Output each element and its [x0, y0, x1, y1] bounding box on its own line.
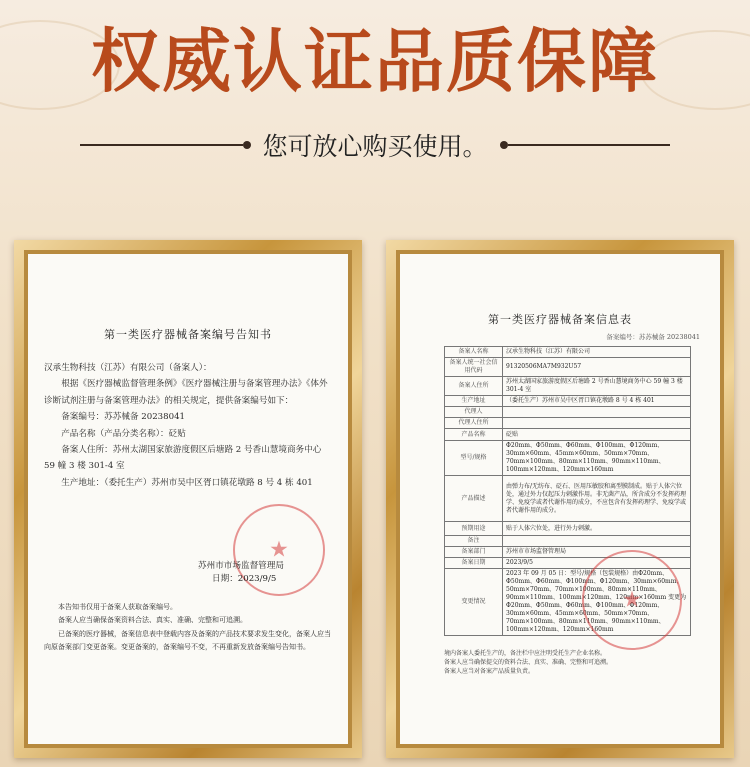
row-label: 备注 [445, 536, 503, 547]
table-row [445, 377, 691, 396]
info-notes [444, 649, 694, 676]
info-code: 备案编号：苏苏械备 20238041 [606, 333, 700, 341]
row-value: 由弹力布/无纺布、砭石、医用压敏胶和离型膜制成。贴于人体穴位处，通过外力仅起压力刺激作用。非无菌产品，所含成分不发挥药理学、免疫学或者代谢作用的成分，不应包含有发挥药理学、免疫学或者代谢作用的成分。 [503, 476, 691, 522]
notice-product: 产品名称（产品分类名称）：砭贴 [61, 428, 186, 439]
certificate-frame-right [386, 240, 734, 758]
notice-address: 备案人住所：苏州太湖国家旅游度假区后塘路 2 号香山慧境商务中心 59 幢 3 楼 301-4 室 [44, 445, 322, 472]
headline: 权威认证品质保障 [91, 22, 659, 102]
divider-line-left [80, 144, 243, 146]
subtitle-row [80, 130, 670, 160]
table-row [445, 441, 691, 476]
info-note: 备案人应当确保提交的资料合法、真实、准确、完整和可追溯。 [444, 659, 613, 666]
notice-note: 本告知书仅用于备案人获取备案编号。 [58, 603, 177, 611]
row-value: （委托生产）苏州市吴中区胥口镇花墩路 8 号 4 栋 401 [503, 396, 691, 407]
official-seal-icon: ★ [233, 504, 325, 596]
notice-signature [198, 560, 284, 586]
official-seal-icon: ★ [582, 550, 682, 650]
info-note: 境内备案人委托生产的，备注栏中应注明受托生产企业名称。 [444, 650, 607, 657]
row-label: 备案人住所 [445, 377, 503, 396]
row-value: 2023/9/5 [503, 558, 691, 569]
row-label: 代理人 [445, 407, 503, 418]
divider-dot-left [243, 141, 251, 149]
row-label: 备案日期 [445, 558, 503, 569]
table-row [445, 418, 691, 429]
table-row [445, 429, 691, 441]
table-row [445, 522, 691, 536]
row-label: 备案人名称 [445, 347, 503, 358]
notice-record-no: 备案编号：苏苏械备 20238041 [61, 412, 186, 423]
notice-note: 已备案的医疗器械，备案信息表中登载内容及备案的产品技术要求发生变化，备案人应当向原备案部门变更备案。变更备案的，备案编号不变，不再重新发放备案编号告知书。 [44, 629, 331, 652]
row-value [503, 536, 691, 547]
row-label: 变更情况 [445, 569, 503, 636]
subtitle: 您可放心购买使用。 [262, 132, 488, 161]
row-label: 产品描述 [445, 476, 503, 522]
row-value: 苏州太湖国家旅游度假区后塘路 2 号香山慧境商务中心 59 幢 3 楼 301-4 室 [503, 377, 691, 396]
frame-mat [24, 250, 352, 748]
row-value: 砭贴 [503, 429, 691, 441]
row-value: 91320506MA7M932U57 [503, 358, 691, 377]
row-label: 产品名称 [445, 429, 503, 441]
row-value [503, 407, 691, 418]
row-value: 2023 年 09 月 05 日：型号/规格（包装规格）由Φ20mm、Φ50mm、Φ60mm、Φ100mm、Φ120mm、30mm×60mm、50mm×70mm、70mm×100mm、80mm×110mm、90mm×110mm、100mm×120mm、120mm×160mm 变更为Φ20mm、Φ50mm、Φ60mm、Φ100mm、Φ120mm、30mm×60mm、45mm×60mm、50mm×70mm、70mm×100mm、80mm×110mm、90mm×110mm、100mm×120mm、120mm×160mm [503, 569, 691, 636]
certificate-info-table [400, 254, 720, 744]
notice-production: 生产地址：（委托生产）苏州市吴中区胥口镇花墩路 8 号 4 栋 401 [61, 477, 313, 488]
table-row [445, 347, 691, 358]
row-value: 苏州市市场监督管理局 [503, 547, 691, 558]
notice-note: 备案人应当确保备案资料合法、真实、准确、完整和可追溯。 [58, 616, 247, 625]
info-title: 第一类医疗器械备案信息表 [488, 313, 632, 326]
divider-line-right [508, 144, 671, 146]
table-row [445, 396, 691, 407]
table-row [445, 476, 691, 522]
notice-title: 第一类医疗器械备案编号告知书 [104, 328, 272, 341]
table-row [445, 536, 691, 547]
row-value: 贴于人体穴位处，进行外力刺激。 [503, 522, 691, 536]
notice-date: 日期：2023/9/5 [212, 574, 277, 584]
row-label: 预期用途 [445, 522, 503, 536]
certificate-frame-left [14, 240, 362, 758]
notice-issuer: 苏州市市场监督管理局 [198, 561, 284, 571]
row-label: 备案部门 [445, 547, 503, 558]
notice-body [44, 360, 332, 491]
divider-dot-right [500, 141, 508, 149]
row-value: 汉承生物科技（江苏）有限公司 [503, 347, 691, 358]
table-row [445, 358, 691, 377]
notice-addressee: 汉承生物科技（江苏）有限公司（备案人）： [44, 363, 212, 373]
row-value [503, 418, 691, 429]
row-label: 备案人统一社会信用代码 [445, 358, 503, 377]
info-note: 备案人应当对备案产品质量负责。 [444, 668, 535, 675]
notice-notes [44, 601, 334, 655]
table-row [445, 407, 691, 418]
row-label: 生产地址 [445, 396, 503, 407]
notice-paragraph: 根据《医疗器械监督管理条例》《医疗器械注册与备案管理办法》《体外诊断试剂注册与备案管理办法》的相关规定，提供备案编号如下： [44, 379, 328, 406]
row-label: 型号/规格 [445, 441, 503, 476]
frame-mat [396, 250, 724, 748]
row-value: Φ20mm、Φ50mm、Φ60mm、Φ100mm、Φ120mm、30mm×60mm、45mm×60mm、50mm×70mm、70mm×100mm、80mm×110mm、90mm×110mm、100mm×120mm、120mm×160mm [503, 441, 691, 476]
row-label: 代理人住所 [445, 418, 503, 429]
certificate-notice [28, 254, 348, 744]
